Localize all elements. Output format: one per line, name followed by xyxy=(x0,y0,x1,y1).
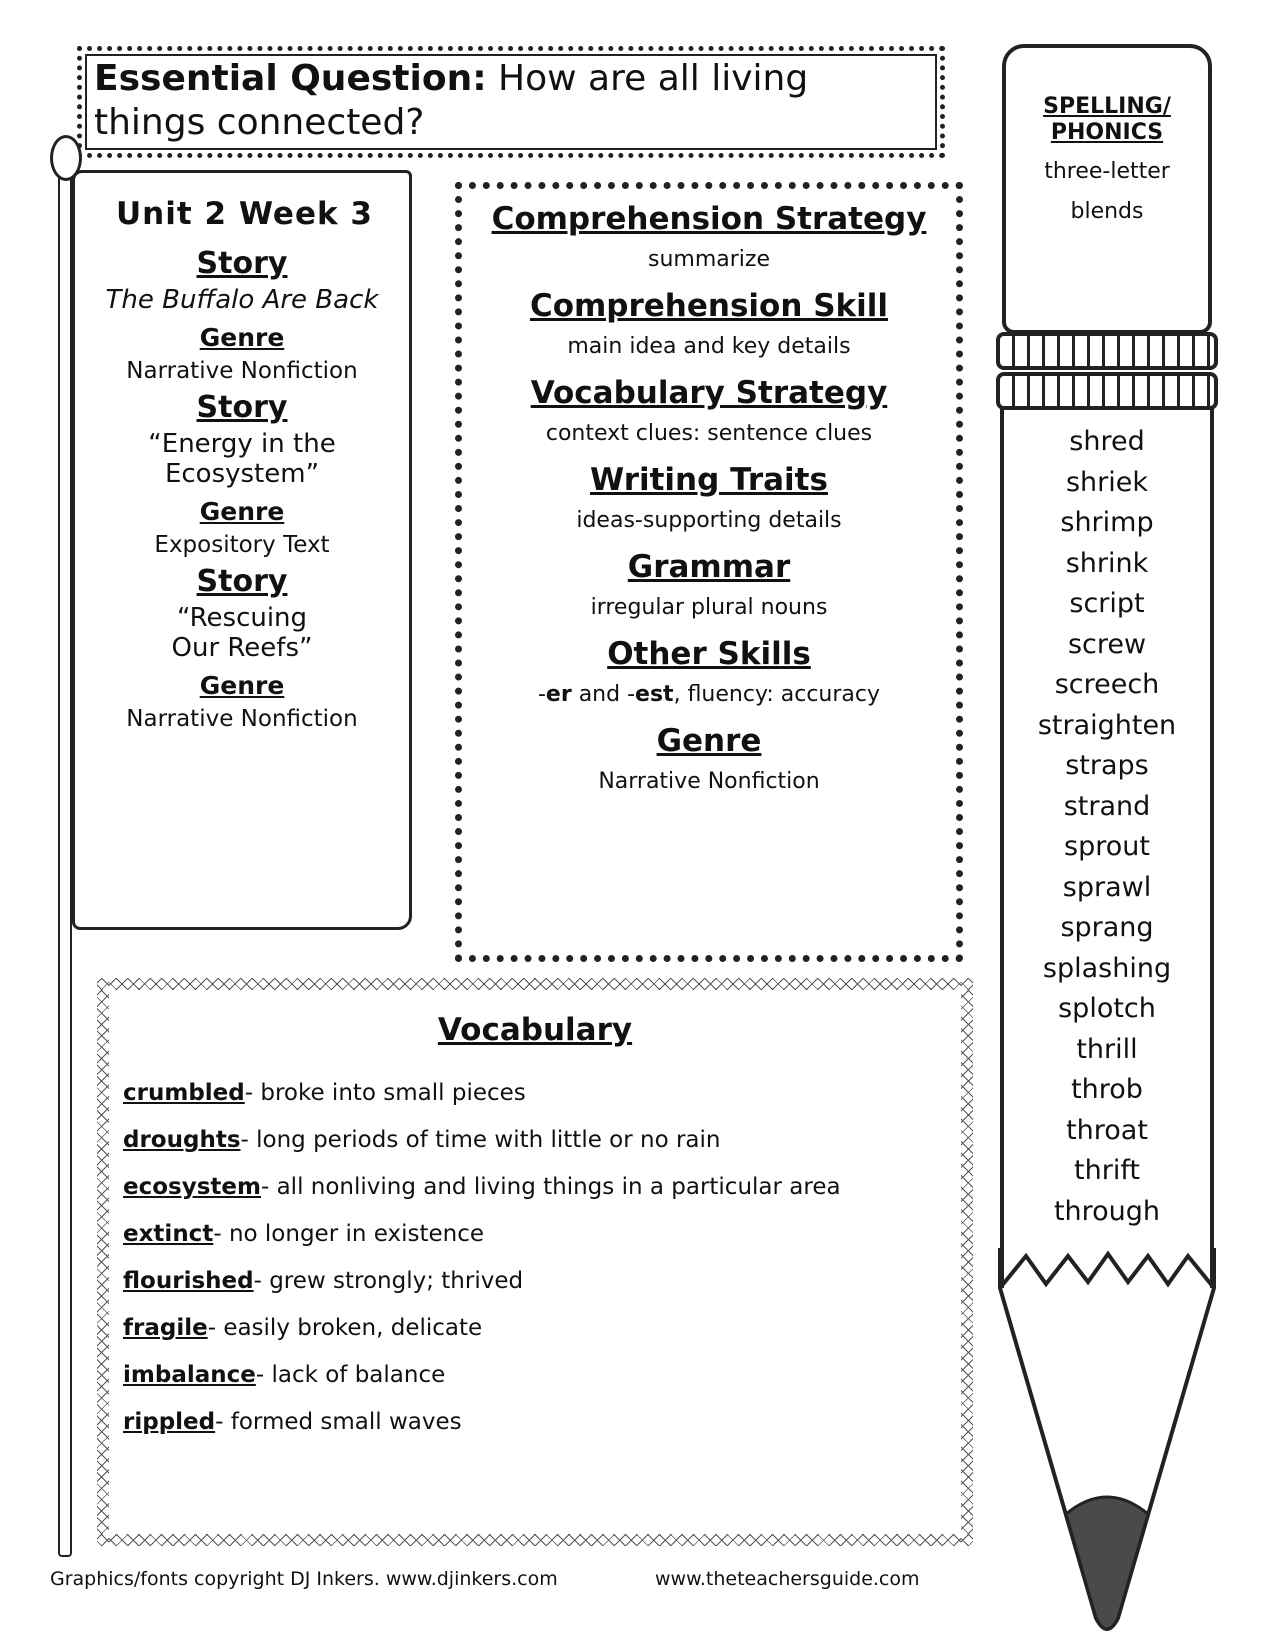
story-title: The Buffalo Are Back xyxy=(105,285,379,315)
vocab-term: rippled xyxy=(123,1409,216,1435)
suffix-er: er xyxy=(545,682,572,707)
spelling-word: thrift xyxy=(1074,1155,1140,1186)
spelling-word: screw xyxy=(1067,628,1147,660)
skill-text: ideas-supporting details xyxy=(576,508,842,533)
story-genre: Narrative Nonfiction xyxy=(126,358,358,384)
vocab-term: ecosystem xyxy=(123,1174,261,1200)
skills-box xyxy=(455,182,963,962)
story-genre: Narrative Nonfiction xyxy=(126,706,358,732)
vocab-term: crumbled xyxy=(123,1080,245,1106)
vocab-definition: - formed small waves xyxy=(215,1409,462,1435)
text-part: , fluency: accuracy xyxy=(673,682,881,707)
vocab-item xyxy=(123,1305,947,1352)
vocab-definition: - all nonliving and living things in a particular area xyxy=(260,1174,841,1200)
skill-text: Narrative Nonfiction xyxy=(598,769,820,794)
pencil-ferrule-band xyxy=(996,332,1218,370)
vocab-item xyxy=(123,1164,947,1211)
spelling-word: shriek xyxy=(1065,466,1149,498)
spelling-word: sprawl xyxy=(1062,871,1152,903)
unit-week: Unit 2 Week 3 xyxy=(116,196,373,232)
vocab-item xyxy=(123,1070,947,1117)
essential-question-banner xyxy=(77,46,945,158)
skill-heading: Writing Traits xyxy=(590,462,828,498)
vocab-definition: - lack of balance xyxy=(255,1362,446,1388)
vocab-item xyxy=(123,1258,947,1305)
vocab-item xyxy=(123,1211,947,1258)
phonics-skill-line: blends xyxy=(1070,199,1144,224)
essential-question: How are all living things connected? xyxy=(94,58,809,143)
essential-question-text xyxy=(94,57,928,145)
spelling-word: shrimp xyxy=(1060,507,1154,538)
spelling-word: straps xyxy=(1065,750,1149,781)
spelling-word: straighten xyxy=(1037,709,1177,741)
skill-text: main idea and key details xyxy=(567,334,851,359)
phonics-heading: PHONICS xyxy=(1050,120,1164,145)
spelling-word: sprang xyxy=(1060,912,1154,943)
story-label: Story xyxy=(196,390,288,425)
spelling-word: splotch xyxy=(1058,993,1156,1024)
text-part: - xyxy=(537,682,546,707)
story-title: “Energy in the Ecosystem” xyxy=(148,429,336,489)
skill-heading: Other Skills xyxy=(607,636,811,672)
flag-pole xyxy=(58,158,72,1557)
vocab-term: imbalance xyxy=(123,1362,256,1388)
spelling-word: thrill xyxy=(1076,1033,1138,1065)
footer-website: www.theteachersguide.com xyxy=(655,1568,920,1590)
vocab-definition: - long periods of time with little or no rain xyxy=(240,1127,721,1153)
spelling-word: shred xyxy=(1069,426,1145,457)
vocab-item xyxy=(123,1352,947,1399)
skill-text: irregular plural nouns xyxy=(590,595,828,620)
story-label: Story xyxy=(196,246,288,281)
spelling-word: through xyxy=(1053,1195,1161,1227)
vocab-definition: - easily broken, delicate xyxy=(207,1315,483,1341)
skill-heading: Genre xyxy=(656,723,762,759)
vocab-item xyxy=(123,1117,947,1164)
skill-text: summarize xyxy=(648,247,770,272)
genre-label: Genre xyxy=(199,671,285,700)
skill-heading: Comprehension Skill xyxy=(529,288,889,324)
vocab-term: flourished xyxy=(123,1268,254,1294)
vocab-term: extinct xyxy=(123,1221,214,1247)
skill-text: context clues: sentence clues xyxy=(545,421,873,446)
skill-heading: Comprehension Strategy xyxy=(491,201,927,237)
skill-heading: Grammar xyxy=(627,549,791,585)
spelling-heading: SPELLING/ xyxy=(1043,94,1171,119)
footer-credit: Graphics/fonts copyright DJ Inkers. www.djinkers.com xyxy=(50,1568,558,1590)
vocab-term: droughts xyxy=(123,1127,241,1153)
vocab-item xyxy=(123,1399,947,1446)
spelling-word: sprout xyxy=(1064,831,1150,862)
phonics-skill xyxy=(1006,152,1208,232)
spelling-word: splashing xyxy=(1042,952,1172,984)
genre-label: Genre xyxy=(199,323,285,352)
spelling-word: strand xyxy=(1063,790,1151,822)
pencil-tip-illustration xyxy=(996,1248,1218,1644)
spelling-word: throat xyxy=(1066,1114,1148,1146)
skill-heading: Vocabulary Strategy xyxy=(530,375,888,411)
genre-label: Genre xyxy=(199,497,285,526)
vocab-term: fragile xyxy=(123,1315,208,1341)
flag-content xyxy=(72,196,412,732)
vocabulary-inner xyxy=(109,990,961,1534)
pencil-eraser-panel xyxy=(1002,44,1212,334)
spelling-word: screech xyxy=(1054,669,1160,700)
story-title: “Rescuing Our Reefs” xyxy=(171,603,313,663)
spelling-word: throb xyxy=(1071,1074,1143,1105)
pencil-ferrule-band xyxy=(996,372,1218,410)
essential-question-label: Essential Question: xyxy=(94,58,487,99)
spelling-word: shrink xyxy=(1065,547,1149,579)
vocab-definition: - no longer in existence xyxy=(213,1221,485,1247)
spelling-word-list xyxy=(1000,422,1214,1232)
suffix-est: est xyxy=(635,682,674,707)
spelling-word: script xyxy=(1069,588,1145,619)
story-label: Story xyxy=(196,564,288,599)
story-genre: Expository Text xyxy=(154,532,330,558)
text-part: and - xyxy=(571,682,636,707)
vocabulary-title: Vocabulary xyxy=(437,1012,633,1048)
vocabulary-box xyxy=(97,978,973,1546)
skill-text-other xyxy=(462,682,956,707)
vocab-definition: - grew strongly; thrived xyxy=(253,1268,524,1294)
phonics-skill-line: three-letter xyxy=(1044,159,1170,184)
vocab-definition: - broke into small pieces xyxy=(244,1080,526,1106)
